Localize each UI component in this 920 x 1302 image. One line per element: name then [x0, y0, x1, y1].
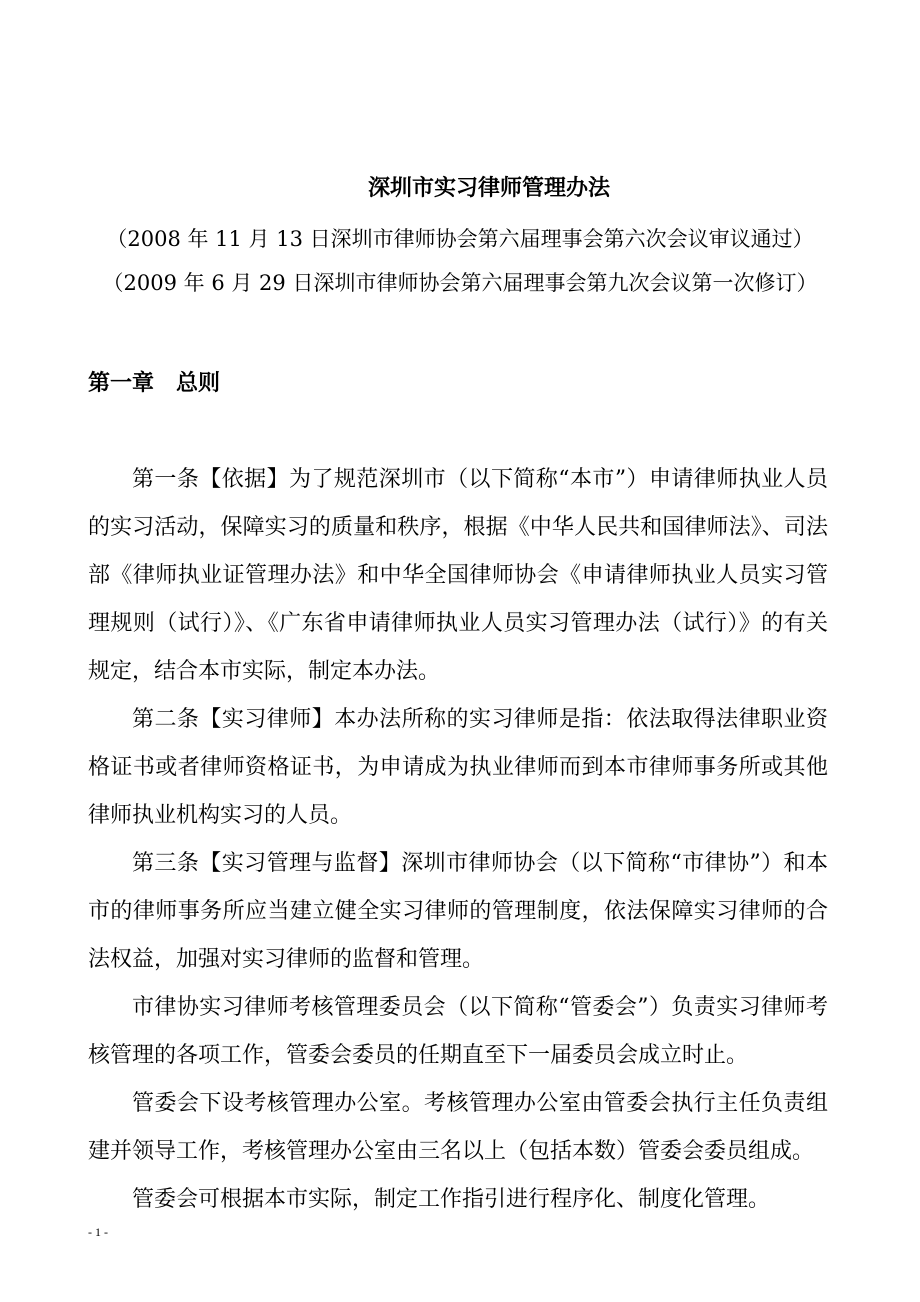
page-number: - 1 - [88, 1225, 108, 1239]
article-3-paragraph: 第三条【实习管理与监督】深圳市律师协会（以下简称“市律协”）和本市的律师事务所应当建立健全实习律师的管理制度，依法保障实习律师的合法权益，加强对实习律师的监督和管理。 [88, 851, 828, 972]
document-title: 深圳市实习律师管理办法 [367, 175, 610, 201]
assessment-office-paragraph: 管委会下设考核管理办公室。考核管理办公室由管委会执行主任负责组建并领导工作，考核管理办公室由三名以上（包括本数）管委会委员组成。 [88, 1091, 828, 1164]
revision-note: （2009 年 6 月 29 日深圳市律师协会第六届理事会第九次会议第一次修订） [102, 271, 818, 295]
article-1-paragraph: 第一条【依据】为了规范深圳市（以下简称“本市”）申请律师执业人员的实习活动，保障实习的质量和秩序，根据《中华人民共和国律师法》、司法部《律师执业证管理办法》和中华全国律师协会《申请律师执业人员实习管理规则（试行）》、《广东省申请律师执业人员实习管理办法（试行）》的有关规定，结合本市实际，制定本办法。 [88, 467, 828, 684]
chapter-heading: 第一章 总则 [88, 370, 221, 396]
management-committee-paragraph: 市律协实习律师考核管理委员会（以下简称“管委会”）负责实习律师考核管理的各项工作，管委会委员的任期直至下一届委员会成立时止。 [88, 995, 828, 1068]
document-body [88, 456, 828, 1224]
work-guideline-paragraph: 管委会可根据本市实际，制定工作指引进行程序化、制度化管理。 [132, 1187, 771, 1212]
adoption-note: （2008 年 11 月 13 日深圳市律师协会第六届理事会第六次会议审议通过） [106, 227, 814, 251]
article-2-paragraph: 第二条【实习律师】本办法所称的实习律师是指：依法取得法律职业资格证书或者律师资格证书，为申请成为执业律师而到本市律师事务所或其他律师执业机构实习的人员。 [88, 707, 828, 828]
